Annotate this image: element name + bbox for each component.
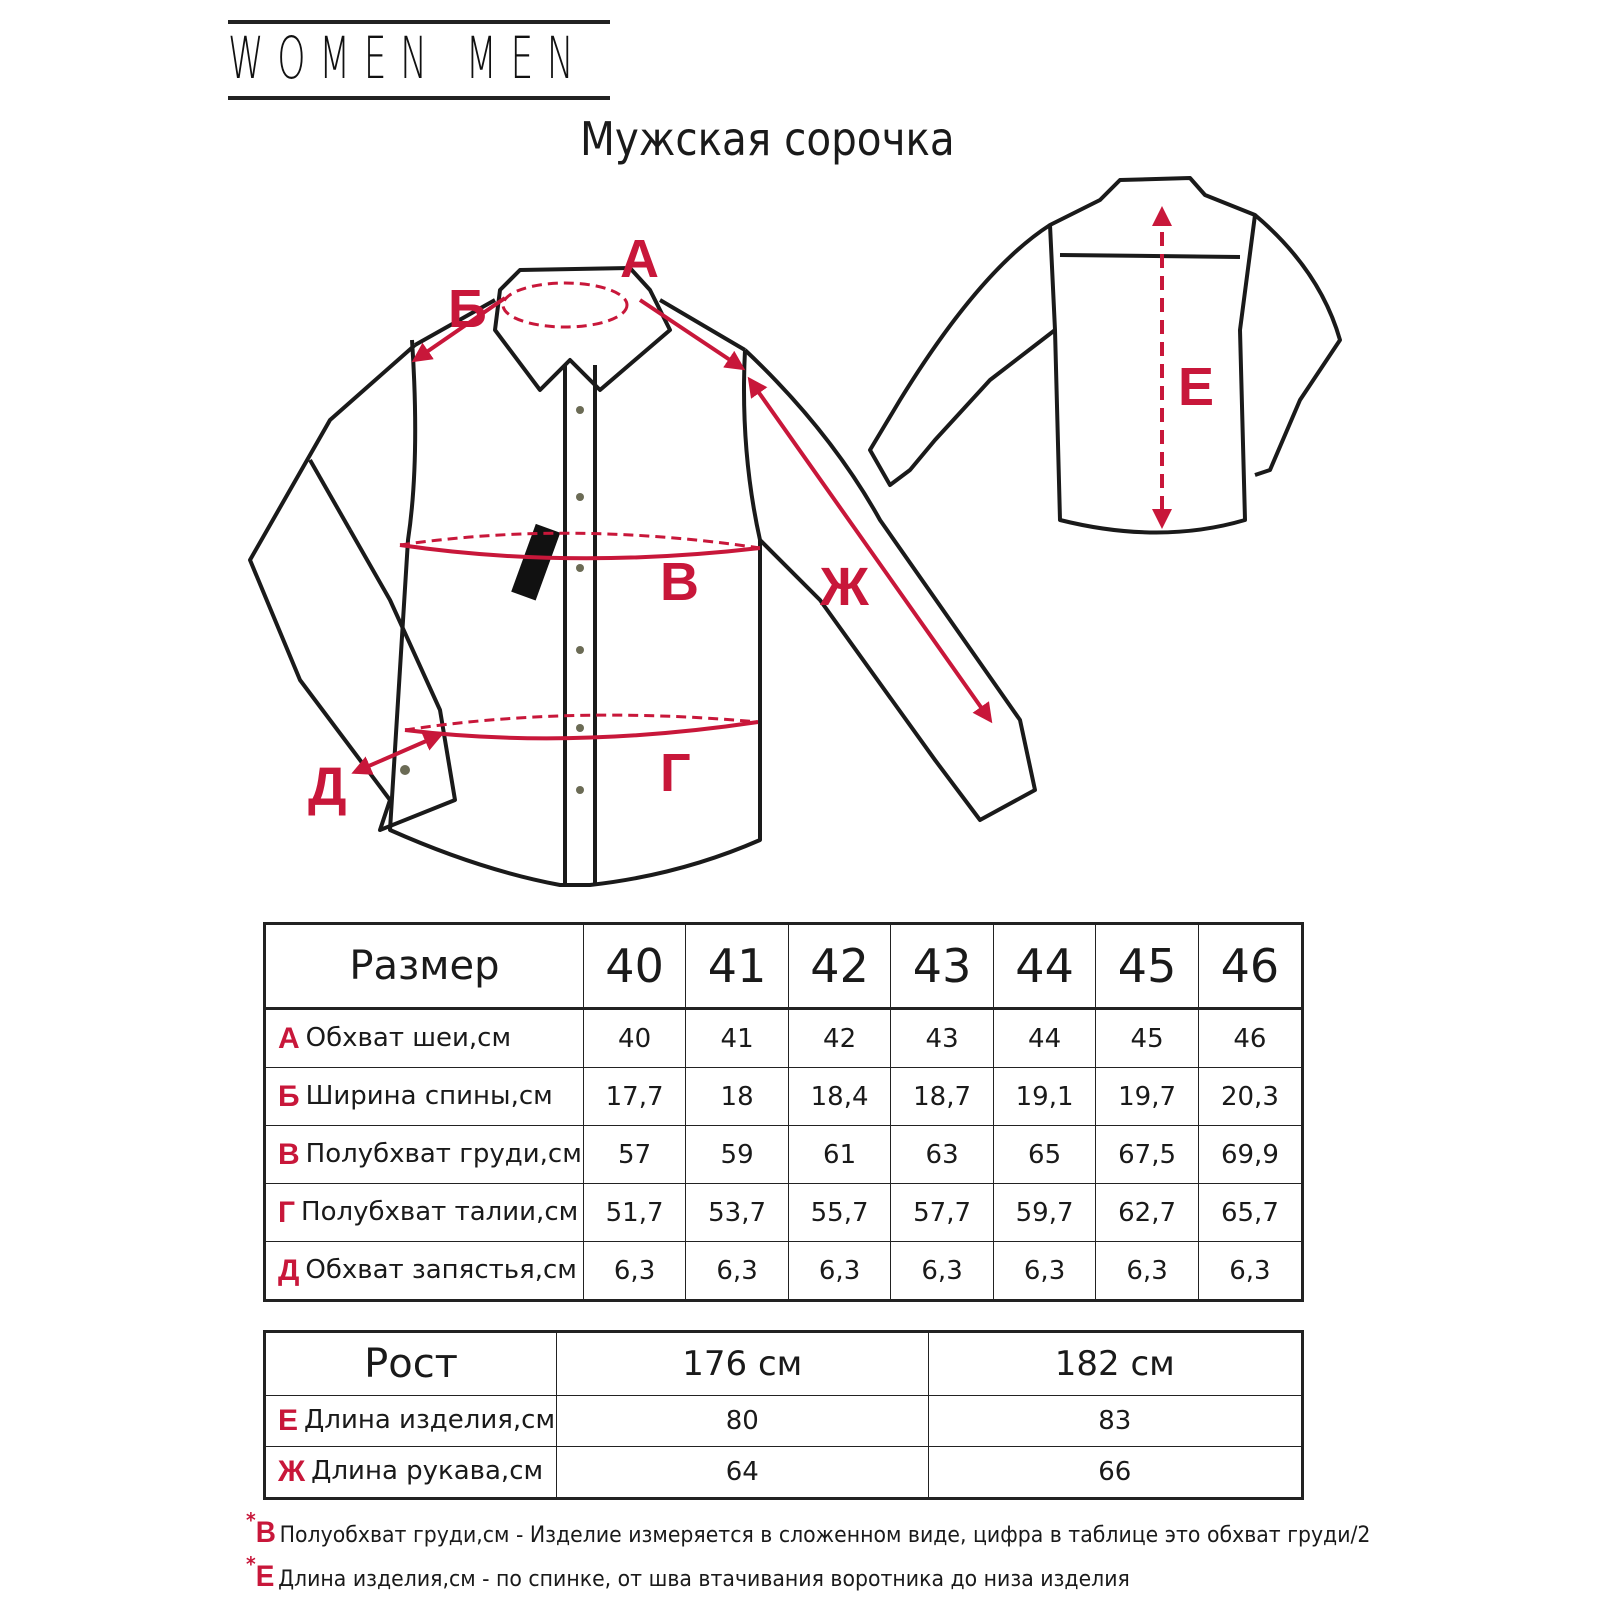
measure-label-a: А bbox=[620, 229, 659, 289]
note-letter: Е bbox=[255, 1560, 275, 1593]
cell: 83 bbox=[928, 1396, 1302, 1447]
cell: 57,7 bbox=[891, 1184, 994, 1242]
table-row-chest bbox=[265, 1126, 1303, 1184]
cell: 41 bbox=[686, 1009, 789, 1068]
cell: 42 bbox=[788, 1009, 891, 1068]
cell: 6,3 bbox=[1096, 1242, 1199, 1301]
size-table-header bbox=[265, 924, 1303, 1009]
row-letter: Е bbox=[278, 1404, 299, 1437]
cell: 69,9 bbox=[1198, 1126, 1302, 1184]
cell: 80 bbox=[557, 1396, 928, 1447]
cell: 19,1 bbox=[993, 1068, 1096, 1126]
row-label: Обхват запястья,см bbox=[305, 1254, 577, 1285]
height-header-label: Рост bbox=[265, 1332, 557, 1396]
row-label: Полубхват талии,см bbox=[301, 1196, 579, 1227]
cell: 18 bbox=[686, 1068, 789, 1126]
row-letter: Ж bbox=[278, 1455, 306, 1488]
size-col: 40 bbox=[583, 924, 686, 1009]
hang-tag bbox=[511, 524, 560, 601]
cell: 18,7 bbox=[891, 1068, 994, 1126]
row-label: Ширина спины,см bbox=[305, 1080, 553, 1111]
cell: 19,7 bbox=[1096, 1068, 1199, 1126]
cell: 65,7 bbox=[1198, 1184, 1302, 1242]
measure-label-e: Е bbox=[1178, 357, 1215, 417]
cell: 43 bbox=[891, 1009, 994, 1068]
cell: 55,7 bbox=[788, 1184, 891, 1242]
asterisk: * bbox=[246, 1508, 256, 1532]
brand-logo bbox=[228, 20, 610, 100]
logo-bottom-rule bbox=[228, 96, 610, 100]
row-label: Полубхват груди,см bbox=[305, 1138, 582, 1169]
size-header-label: Размер bbox=[265, 924, 584, 1009]
row-letter: Г bbox=[278, 1195, 296, 1229]
cell: 51,7 bbox=[583, 1184, 686, 1242]
table-row-waist bbox=[265, 1184, 1303, 1242]
measure-label-g: Г bbox=[660, 743, 691, 803]
asterisk: * bbox=[246, 1552, 256, 1576]
height-col: 182 см bbox=[928, 1332, 1302, 1396]
table-row-neck bbox=[265, 1009, 1303, 1068]
row-letter: В bbox=[278, 1137, 300, 1171]
cell: 6,3 bbox=[583, 1242, 686, 1301]
cell: 63 bbox=[891, 1126, 994, 1184]
cell: 6,3 bbox=[993, 1242, 1096, 1301]
cell: 46 bbox=[1198, 1009, 1302, 1068]
cell: 6,3 bbox=[891, 1242, 994, 1301]
cell: 40 bbox=[583, 1009, 686, 1068]
size-col: 45 bbox=[1096, 924, 1199, 1009]
table-row-wrist bbox=[265, 1242, 1303, 1301]
cell: 66 bbox=[928, 1447, 1302, 1499]
measure-label-v: В bbox=[660, 552, 699, 612]
measurement-lines bbox=[355, 210, 1162, 772]
cell: 61 bbox=[788, 1126, 891, 1184]
page-title: Мужская сорочка bbox=[580, 112, 955, 166]
note-letter: В bbox=[255, 1516, 276, 1549]
measure-label-d: Д bbox=[308, 757, 347, 817]
table-row-back-width bbox=[265, 1068, 1303, 1126]
cell: 18,4 bbox=[788, 1068, 891, 1126]
front-shirt-outline bbox=[250, 178, 1340, 885]
cell: 6,3 bbox=[1198, 1242, 1302, 1301]
row-letter: Д bbox=[278, 1253, 300, 1287]
measure-label-zh: Ж bbox=[820, 557, 869, 617]
cell: 59 bbox=[686, 1126, 789, 1184]
size-col: 43 bbox=[891, 924, 994, 1009]
cell: 45 bbox=[1096, 1009, 1199, 1068]
height-col: 176 см bbox=[557, 1332, 928, 1396]
height-table-header bbox=[265, 1332, 1303, 1396]
table-row-sleeve bbox=[265, 1447, 1303, 1499]
shirt-buttons bbox=[400, 406, 584, 794]
cell: 17,7 bbox=[583, 1068, 686, 1126]
cell: 59,7 bbox=[993, 1184, 1096, 1242]
note-text: Полуобхват груди,см - Изделие измеряется в сложенном виде, цифра в таблице это обхват груди/2 bbox=[279, 1523, 1371, 1548]
size-table bbox=[263, 922, 1304, 1302]
cell: 44 bbox=[993, 1009, 1096, 1068]
cell: 65 bbox=[993, 1126, 1096, 1184]
cell: 6,3 bbox=[788, 1242, 891, 1301]
size-col: 44 bbox=[993, 924, 1096, 1009]
row-letter: А bbox=[278, 1021, 300, 1055]
footnote-length bbox=[246, 1552, 1130, 1594]
logo-text: WOMEN MEN bbox=[228, 24, 588, 92]
cell: 53,7 bbox=[686, 1184, 789, 1242]
note-text: Длина изделия,см - по спинке, от шва втачивания воротника до низа изделия bbox=[278, 1567, 1130, 1592]
size-col: 42 bbox=[788, 924, 891, 1009]
size-col: 46 bbox=[1198, 924, 1302, 1009]
measure-label-b: Б bbox=[448, 279, 487, 339]
row-label: Длина изделия,см bbox=[304, 1405, 556, 1435]
cell: 57 bbox=[583, 1126, 686, 1184]
cell: 20,3 bbox=[1198, 1068, 1302, 1126]
table-row-length bbox=[265, 1396, 1303, 1447]
footnote-chest bbox=[246, 1508, 1371, 1550]
cell: 64 bbox=[557, 1447, 928, 1499]
row-label: Длина рукава,см bbox=[311, 1456, 544, 1486]
row-letter: Б bbox=[278, 1079, 300, 1113]
row-label: Обхват шеи,см bbox=[305, 1022, 512, 1053]
cell: 62,7 bbox=[1096, 1184, 1199, 1242]
height-table bbox=[263, 1330, 1304, 1500]
cell: 6,3 bbox=[686, 1242, 789, 1301]
size-col: 41 bbox=[686, 924, 789, 1009]
cell: 67,5 bbox=[1096, 1126, 1199, 1184]
